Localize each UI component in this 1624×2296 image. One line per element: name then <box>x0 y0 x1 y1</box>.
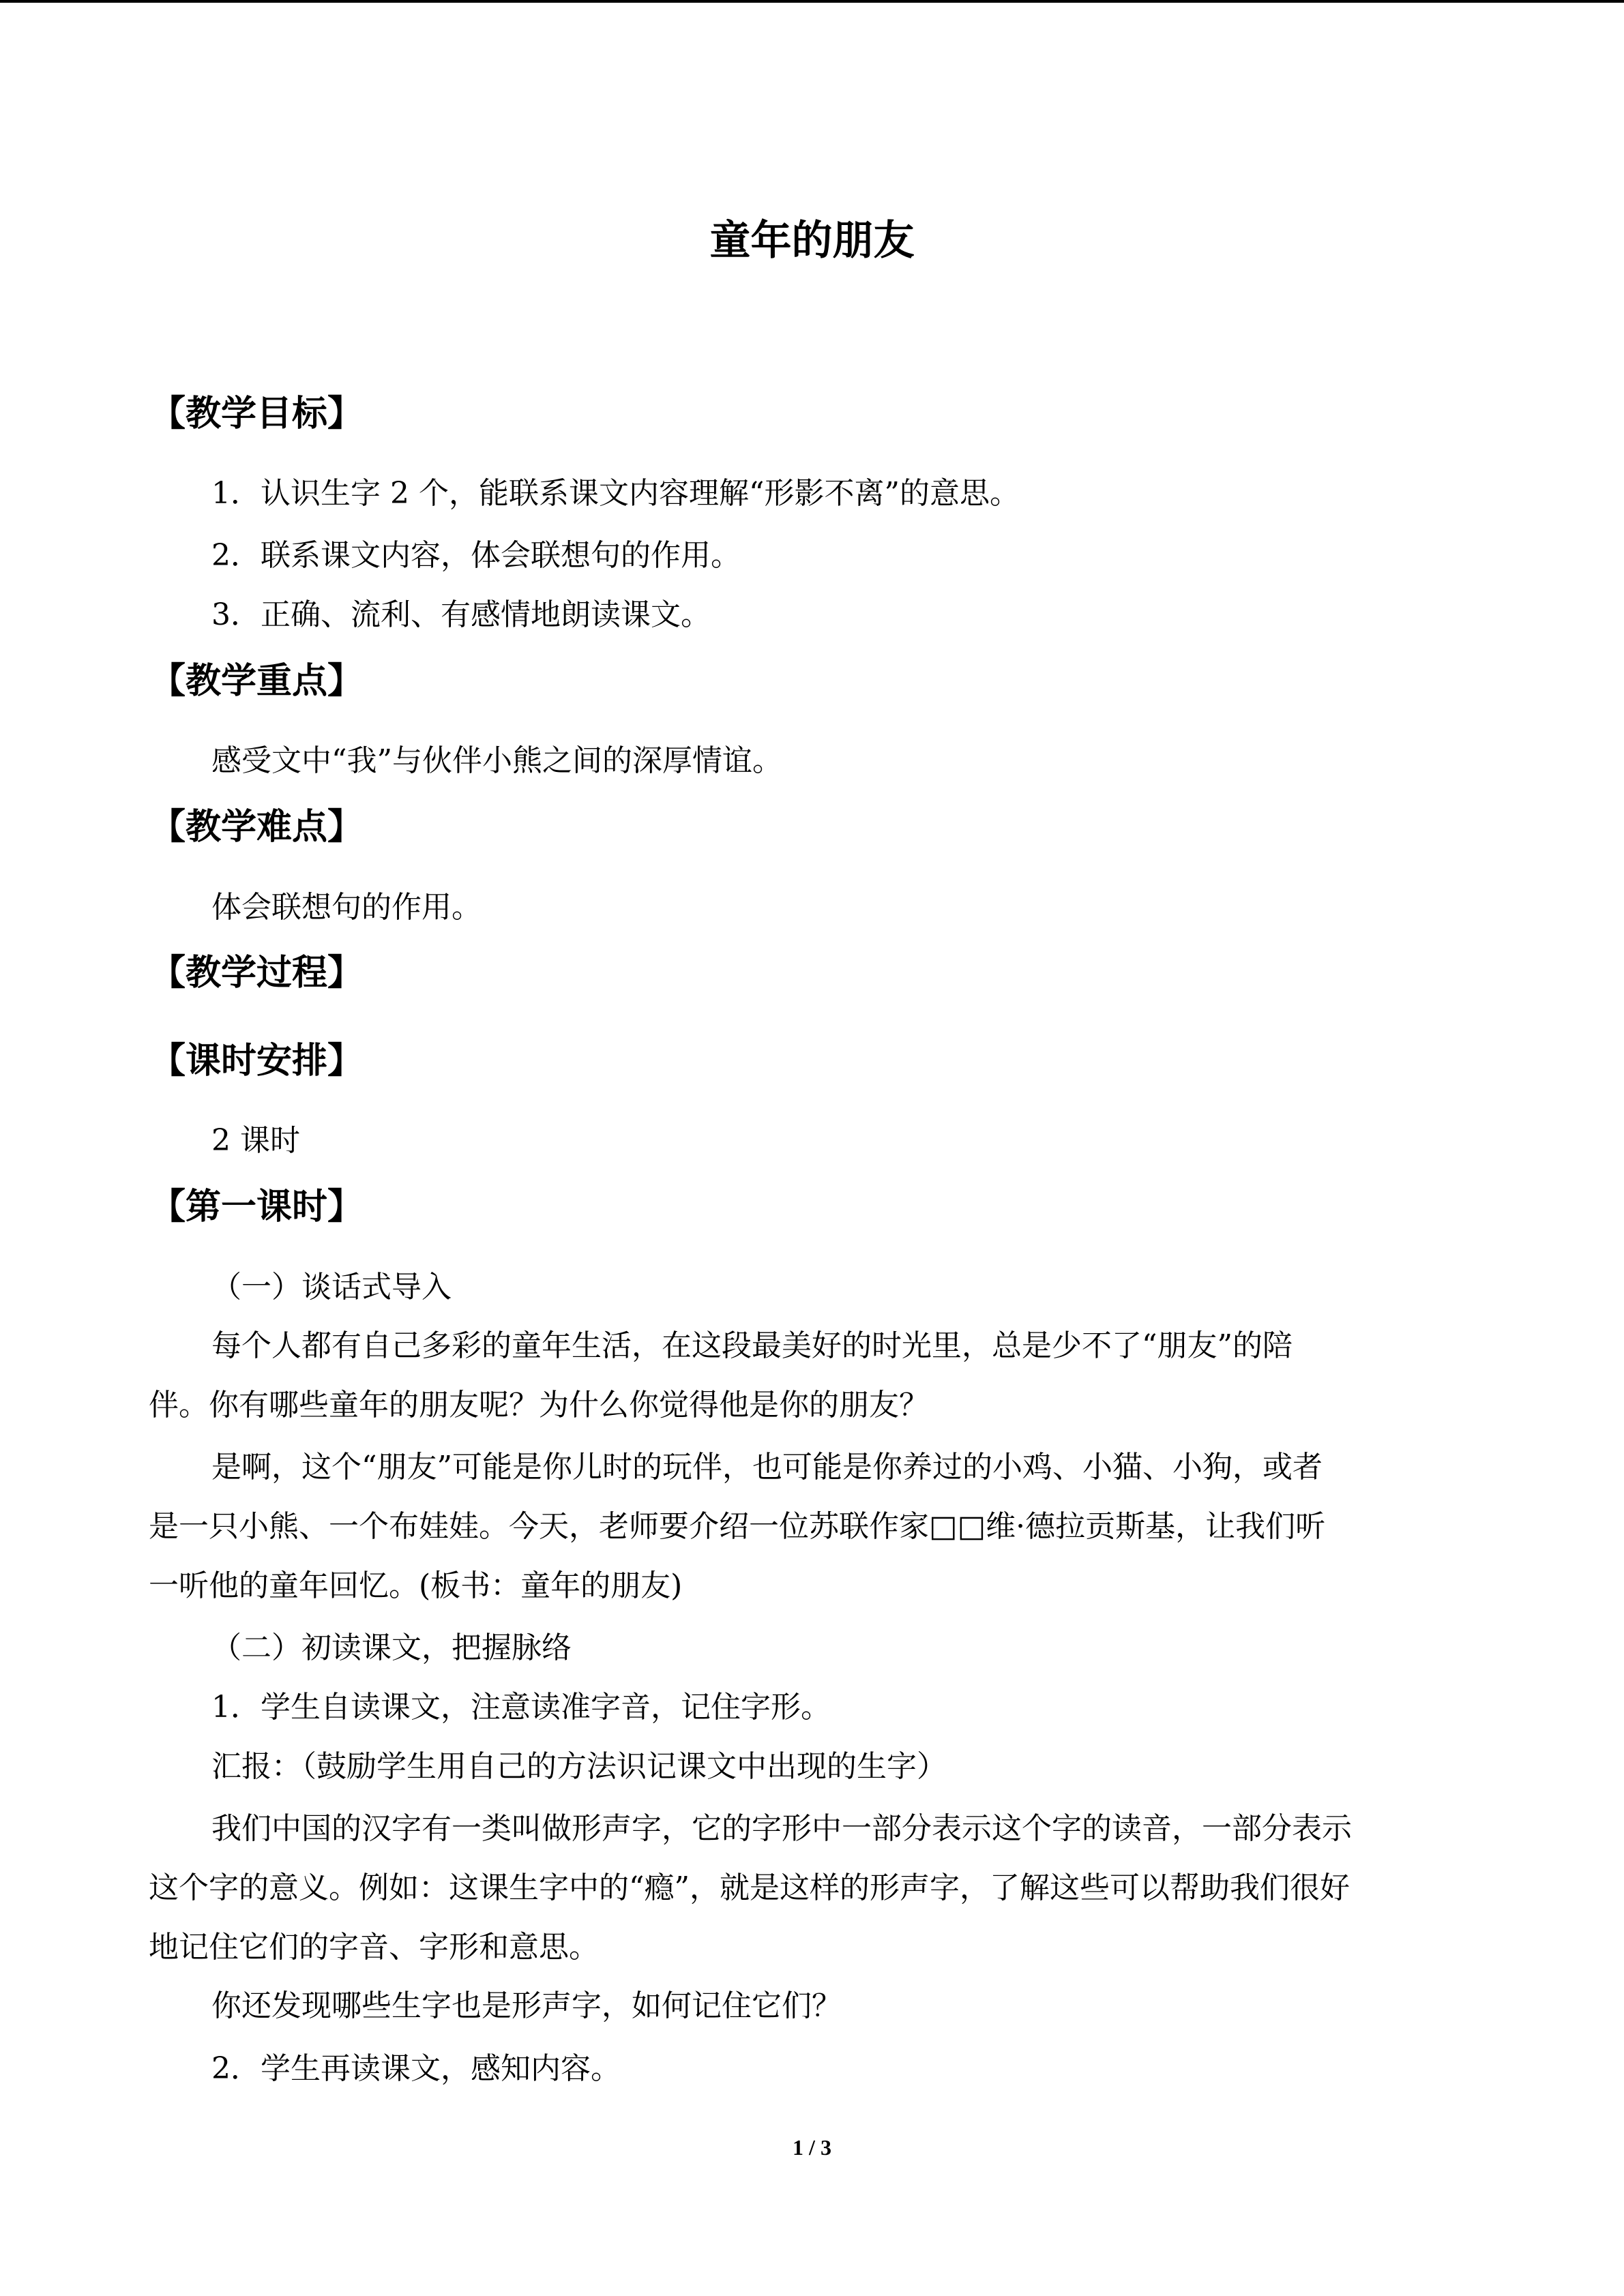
objective-item: 3．正确、流利、有感情地朗读课文。 <box>211 597 711 632</box>
paragraph-line: 是啊，这个“朋友”可能是你儿时的玩伴，也可能是你养过的小鸡、小猫、小狗，或者 <box>211 1450 1323 1485</box>
schedule-text: 2 课时 <box>211 1123 300 1158</box>
objectives-heading: 【教学目标】 <box>150 393 364 434</box>
paragraph-line: 是一只小熊、一个布娃娃。今天，老师要介绍一位苏联作家□□维·德拉贡斯基，让我们听 <box>149 1509 1326 1544</box>
key-points-heading: 【教学重点】 <box>150 661 364 702</box>
first-lesson-heading: 【第一课时】 <box>150 1187 364 1227</box>
page-title: 童年的朋友 <box>709 217 915 265</box>
paragraph-line: 一听他的童年回忆。(板书：童年的朋友) <box>149 1568 683 1603</box>
paragraph-line: 1．学生自读课文，注意读准字音，记住字形。 <box>211 1690 831 1725</box>
paragraph-line: 这个字的意义。例如：这课生字中的“瘾”，就是这样的形声字，了解这些可以帮助我们很好 <box>149 1870 1350 1905</box>
paragraph-line: 我们中国的汉字有一类叫做形声字，它的字形中一部分表示这个字的读音，一部分表示 <box>211 1811 1352 1846</box>
paragraph-line: 你还发现哪些生字也是形声字，如何记住它们？ <box>211 1988 842 2023</box>
difficulties-text: 体会联想句的作用。 <box>211 890 482 925</box>
lesson-subheading: （一）谈话式导入 <box>211 1270 452 1304</box>
difficulties-heading: 【教学难点】 <box>150 807 364 848</box>
key-points-text: 感受文中“我”与伙伴小熊之间的深厚情谊。 <box>211 743 782 778</box>
top-border-line <box>0 0 1624 3</box>
lesson-subheading: （二）初读课文，把握脉络 <box>211 1630 572 1665</box>
process-heading: 【教学过程】 <box>150 953 364 994</box>
page-number: 1 / 3 <box>793 2135 831 2160</box>
paragraph-line: 汇报：（鼓励学生用自己的方法识记课文中出现的生字） <box>211 1749 947 1784</box>
paragraph-line: 地记住它们的字音、字形和意思。 <box>149 1930 599 1965</box>
paragraph-line: 伴。你有哪些童年的朋友呢？为什么你觉得他是你的朋友？ <box>149 1388 929 1422</box>
paragraph-line: 每个人都有自己多彩的童年生活，在这段最美好的时光里，总是少不了“朋友”的陪 <box>211 1328 1293 1363</box>
objective-item: 2．联系课文内容，体会联想句的作用。 <box>211 538 741 573</box>
objective-item: 1．认识生字 2 个，能联系课文内容理解“形影不离”的意思。 <box>211 476 1020 511</box>
paragraph-line: 2．学生再读课文，感知内容。 <box>211 2051 621 2086</box>
schedule-heading: 【课时安排】 <box>150 1041 364 1082</box>
